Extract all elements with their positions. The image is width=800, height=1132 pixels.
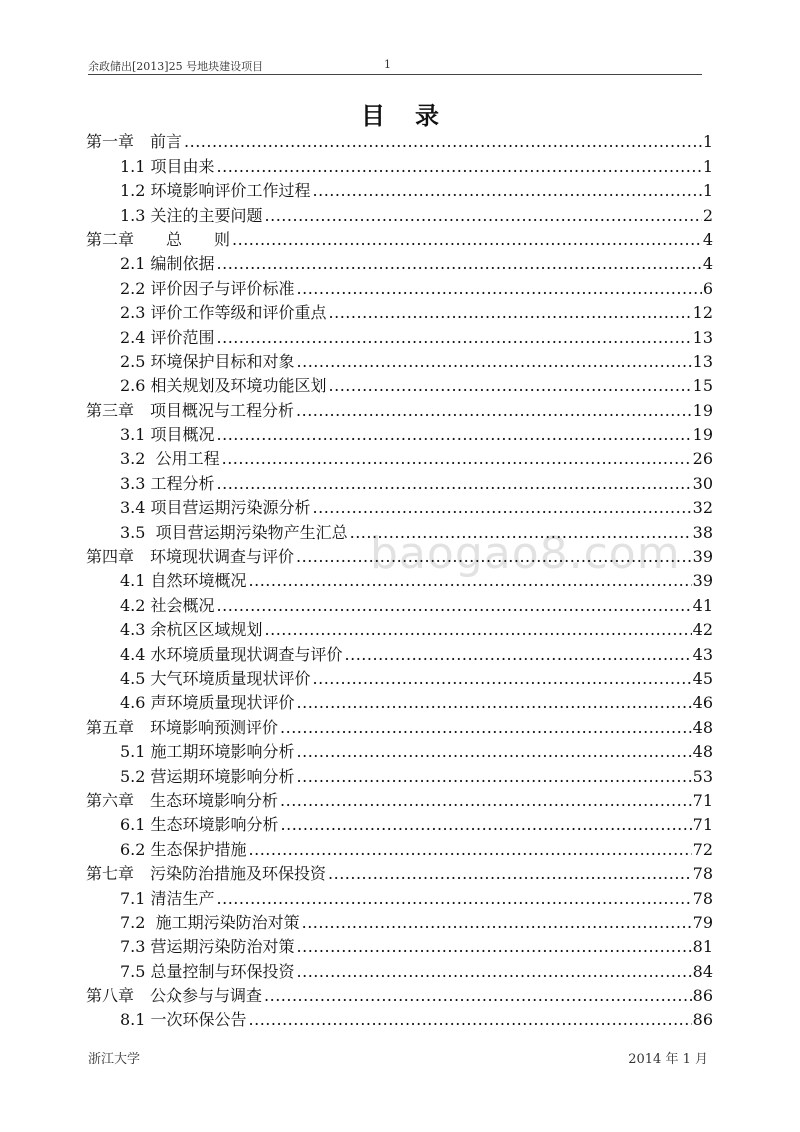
toc-section-entry[interactable] — [86, 567, 713, 591]
toc-dot-leader — [345, 645, 692, 665]
toc-entry-label: 1.2 环境影响评价工作过程 — [120, 181, 311, 201]
toc-entry-label: 4.1 自然环境概况 — [120, 571, 247, 591]
toc-section-entry[interactable] — [86, 689, 713, 713]
toc-section-entry[interactable] — [86, 274, 713, 298]
toc-entry-page: 72 — [692, 839, 713, 859]
toc-dot-leader — [281, 815, 692, 835]
toc-entry-label: 7.5 总量控制与环保投资 — [120, 961, 295, 981]
toc-section-entry[interactable] — [86, 616, 713, 640]
toc-section-entry[interactable] — [86, 591, 713, 615]
toc-dot-leader — [302, 913, 692, 933]
toc-entry-page: 38 — [692, 522, 713, 542]
toc-entry-label: 4.3 余杭区区域规划 — [120, 620, 263, 640]
toc-entry-page: 78 — [692, 864, 713, 884]
toc-entry-page: 1 — [702, 156, 713, 176]
toc-section-entry[interactable] — [86, 811, 713, 835]
toc-section-entry[interactable] — [86, 494, 713, 518]
toc-dot-leader — [217, 474, 692, 494]
toc-section-entry[interactable] — [86, 177, 713, 201]
toc-entry-page: 13 — [692, 351, 713, 371]
toc-entry-label: 3.5 项目营运期污染物产生汇总 — [120, 522, 348, 542]
toc-entry-page: 6 — [702, 278, 713, 298]
toc-chapter-entry[interactable] — [86, 543, 713, 567]
toc-entry-label: 4.4 水环境质量现状调查与评价 — [120, 644, 343, 664]
toc-dot-leader — [217, 596, 692, 616]
toc-dot-leader — [296, 401, 692, 421]
toc-dot-leader — [217, 889, 692, 909]
toc-dot-leader — [313, 669, 692, 689]
toc-entry-label: 2.4 评价范围 — [120, 327, 215, 347]
toc-entry-label: 2.5 环境保护目标和对象 — [120, 351, 295, 371]
toc-section-entry[interactable] — [86, 640, 713, 664]
header-page-number: 1 — [384, 58, 391, 71]
toc-dot-leader — [249, 1010, 692, 1030]
toc-entry-page: 39 — [692, 547, 713, 567]
toc-entry-page: 41 — [692, 595, 713, 615]
toc-chapter-entry[interactable] — [86, 713, 713, 737]
toc-section-entry[interactable] — [86, 884, 713, 908]
toc-dot-leader — [297, 352, 692, 372]
toc-entry-page: 84 — [692, 961, 713, 981]
toc-entry-page: 78 — [692, 888, 713, 908]
toc-entry-page: 26 — [692, 449, 713, 469]
toc-entry-page: 43 — [692, 644, 713, 664]
toc-dot-leader — [297, 742, 692, 762]
toc-section-entry[interactable] — [86, 738, 713, 762]
toc-section-entry[interactable] — [86, 518, 713, 542]
toc-entry-page: 19 — [692, 425, 713, 445]
toc-entry-label: 2.3 评价工作等级和评价重点 — [120, 303, 327, 323]
toc-section-entry[interactable] — [86, 957, 713, 981]
toc-entry-label: 3.2 公用工程 — [120, 449, 220, 469]
toc-dot-leader — [217, 328, 692, 348]
toc-entry-page: 2 — [702, 205, 713, 225]
toc-entry-label: 2.2 评价因子与评价标准 — [120, 278, 295, 298]
toc-entry-page: 46 — [692, 693, 713, 713]
toc-entry-label: 第三章 项目概况与工程分析 — [86, 400, 295, 420]
toc-entry-label: 第七章 污染防治措施及环保投资 — [86, 864, 327, 884]
toc-entry-label: 2.6 相关规划及环境功能区划 — [120, 376, 327, 396]
toc-dot-leader — [297, 693, 692, 713]
toc-entry-page: 1 — [702, 132, 713, 152]
toc-entry-label: 第六章 生态环境影响分析 — [86, 790, 279, 810]
toc-dot-leader — [297, 279, 702, 299]
toc-section-entry[interactable] — [86, 835, 713, 859]
toc-entry-page: 13 — [692, 327, 713, 347]
toc-entry-page: 53 — [692, 766, 713, 786]
toc-dot-leader — [265, 206, 702, 226]
toc-dot-leader — [329, 303, 692, 323]
toc-dot-leader — [313, 498, 692, 518]
page-title: 目录 — [361, 101, 469, 130]
toc-section-entry[interactable] — [86, 445, 713, 469]
toc-section-entry[interactable] — [86, 469, 713, 493]
toc-chapter-entry[interactable] — [86, 982, 713, 1006]
toc-entry-label: 6.1 生态环境影响分析 — [120, 815, 279, 835]
toc-entry-label: 第一章 前言 — [86, 132, 183, 152]
toc-dot-leader — [249, 840, 692, 860]
toc-entry-label: 1.1 项目由来 — [120, 156, 215, 176]
toc-section-entry[interactable] — [86, 421, 713, 445]
toc-dot-leader — [232, 230, 702, 250]
toc-entry-label: 4.5 大气环境质量现状评价 — [120, 668, 311, 688]
toc-section-entry[interactable] — [86, 665, 713, 689]
toc-chapter-entry[interactable] — [86, 128, 713, 152]
table-of-contents — [86, 128, 713, 1030]
toc-dot-leader — [328, 864, 692, 884]
toc-entry-page: 42 — [692, 620, 713, 640]
toc-dot-leader — [217, 157, 702, 177]
header-doc-ref: 余政储出[2013]25 号地块建设项目 — [88, 60, 264, 73]
toc-entry-page: 45 — [692, 668, 713, 688]
toc-dot-leader — [313, 181, 702, 201]
toc-chapter-entry[interactable] — [86, 226, 713, 250]
toc-entry-label: 5.1 施工期环境影响分析 — [120, 742, 295, 762]
toc-dot-leader — [217, 425, 692, 445]
toc-dot-leader — [296, 547, 692, 567]
toc-entry-label: 1.3 关注的主要问题 — [120, 205, 263, 225]
footer-date: 2014 年 1 月 — [628, 1052, 708, 1067]
watermark: baogao8.com — [370, 528, 681, 579]
toc-dot-leader — [297, 937, 692, 957]
toc-entry-page: 81 — [692, 937, 713, 957]
toc-entry-label: 第五章 环境影响预测评价 — [86, 717, 279, 737]
toc-entry-label: 5.2 营运期环境影响分析 — [120, 766, 295, 786]
toc-entry-label: 4.6 声环境质量现状评价 — [120, 693, 295, 713]
toc-dot-leader — [217, 254, 702, 274]
toc-chapter-entry[interactable] — [86, 787, 713, 811]
toc-chapter-entry[interactable] — [86, 860, 713, 884]
footer-institution: 浙江大学 — [88, 1052, 141, 1067]
toc-dot-leader — [264, 986, 692, 1006]
toc-entry-label: 第二章 总 则 — [86, 229, 231, 249]
toc-entry-label: 第八章 公众参与与调查 — [86, 986, 263, 1006]
toc-entry-page: 86 — [692, 1010, 713, 1030]
toc-entry-page: 30 — [692, 473, 713, 493]
toc-entry-page: 12 — [692, 303, 713, 323]
toc-entry-page: 71 — [692, 815, 713, 835]
toc-section-entry[interactable] — [86, 299, 713, 323]
toc-entry-label: 第四章 环境现状调查与评价 — [86, 547, 295, 567]
toc-entry-page: 15 — [692, 376, 713, 396]
toc-dot-leader — [249, 571, 692, 591]
toc-dot-leader — [297, 962, 692, 982]
toc-entry-label: 3.3 工程分析 — [120, 473, 215, 493]
toc-entry-label: 7.1 清洁生产 — [120, 888, 215, 908]
toc-entry-page: 39 — [692, 571, 713, 591]
toc-section-entry[interactable] — [86, 348, 713, 372]
toc-entry-page: 19 — [692, 400, 713, 420]
toc-entry-page: 4 — [702, 229, 713, 249]
toc-section-entry[interactable] — [86, 152, 713, 176]
toc-entry-page: 79 — [692, 912, 713, 932]
toc-section-entry[interactable] — [86, 933, 713, 957]
toc-entry-label: 3.1 项目概况 — [120, 425, 215, 445]
toc-entry-page: 71 — [692, 790, 713, 810]
toc-entry-page: 32 — [692, 498, 713, 518]
toc-entry-label: 4.2 社会概况 — [120, 595, 215, 615]
page-header — [88, 58, 702, 75]
toc-section-entry[interactable] — [86, 201, 713, 225]
toc-entry-label: 7.2 施工期污染防治对策 — [120, 912, 300, 932]
toc-entry-page: 48 — [692, 717, 713, 737]
toc-dot-leader — [222, 449, 692, 469]
toc-entry-label: 8.1 一次环保公告 — [120, 1010, 247, 1030]
toc-section-entry[interactable] — [86, 250, 713, 274]
toc-dot-leader — [297, 767, 692, 787]
toc-dot-leader — [265, 620, 692, 640]
toc-entry-label: 2.1 编制依据 — [120, 254, 215, 274]
toc-entry-page: 48 — [692, 742, 713, 762]
toc-dot-leader — [350, 523, 692, 543]
toc-entry-label: 6.2 生态保护措施 — [120, 839, 247, 859]
toc-entry-page: 4 — [702, 254, 713, 274]
toc-dot-leader — [280, 791, 692, 811]
toc-dot-leader — [329, 376, 692, 396]
toc-dot-leader — [184, 132, 702, 152]
toc-section-entry[interactable] — [86, 372, 713, 396]
toc-entry-label: 3.4 项目营运期污染源分析 — [120, 498, 311, 518]
toc-section-entry[interactable] — [86, 909, 713, 933]
toc-section-entry[interactable] — [86, 1006, 713, 1030]
toc-chapter-entry[interactable] — [86, 396, 713, 420]
toc-section-entry[interactable] — [86, 762, 713, 786]
toc-dot-leader — [280, 718, 692, 738]
toc-entry-page: 86 — [692, 986, 713, 1006]
toc-entry-page: 1 — [702, 181, 713, 201]
toc-section-entry[interactable] — [86, 323, 713, 347]
toc-entry-label: 7.3 营运期污染防治对策 — [120, 937, 295, 957]
